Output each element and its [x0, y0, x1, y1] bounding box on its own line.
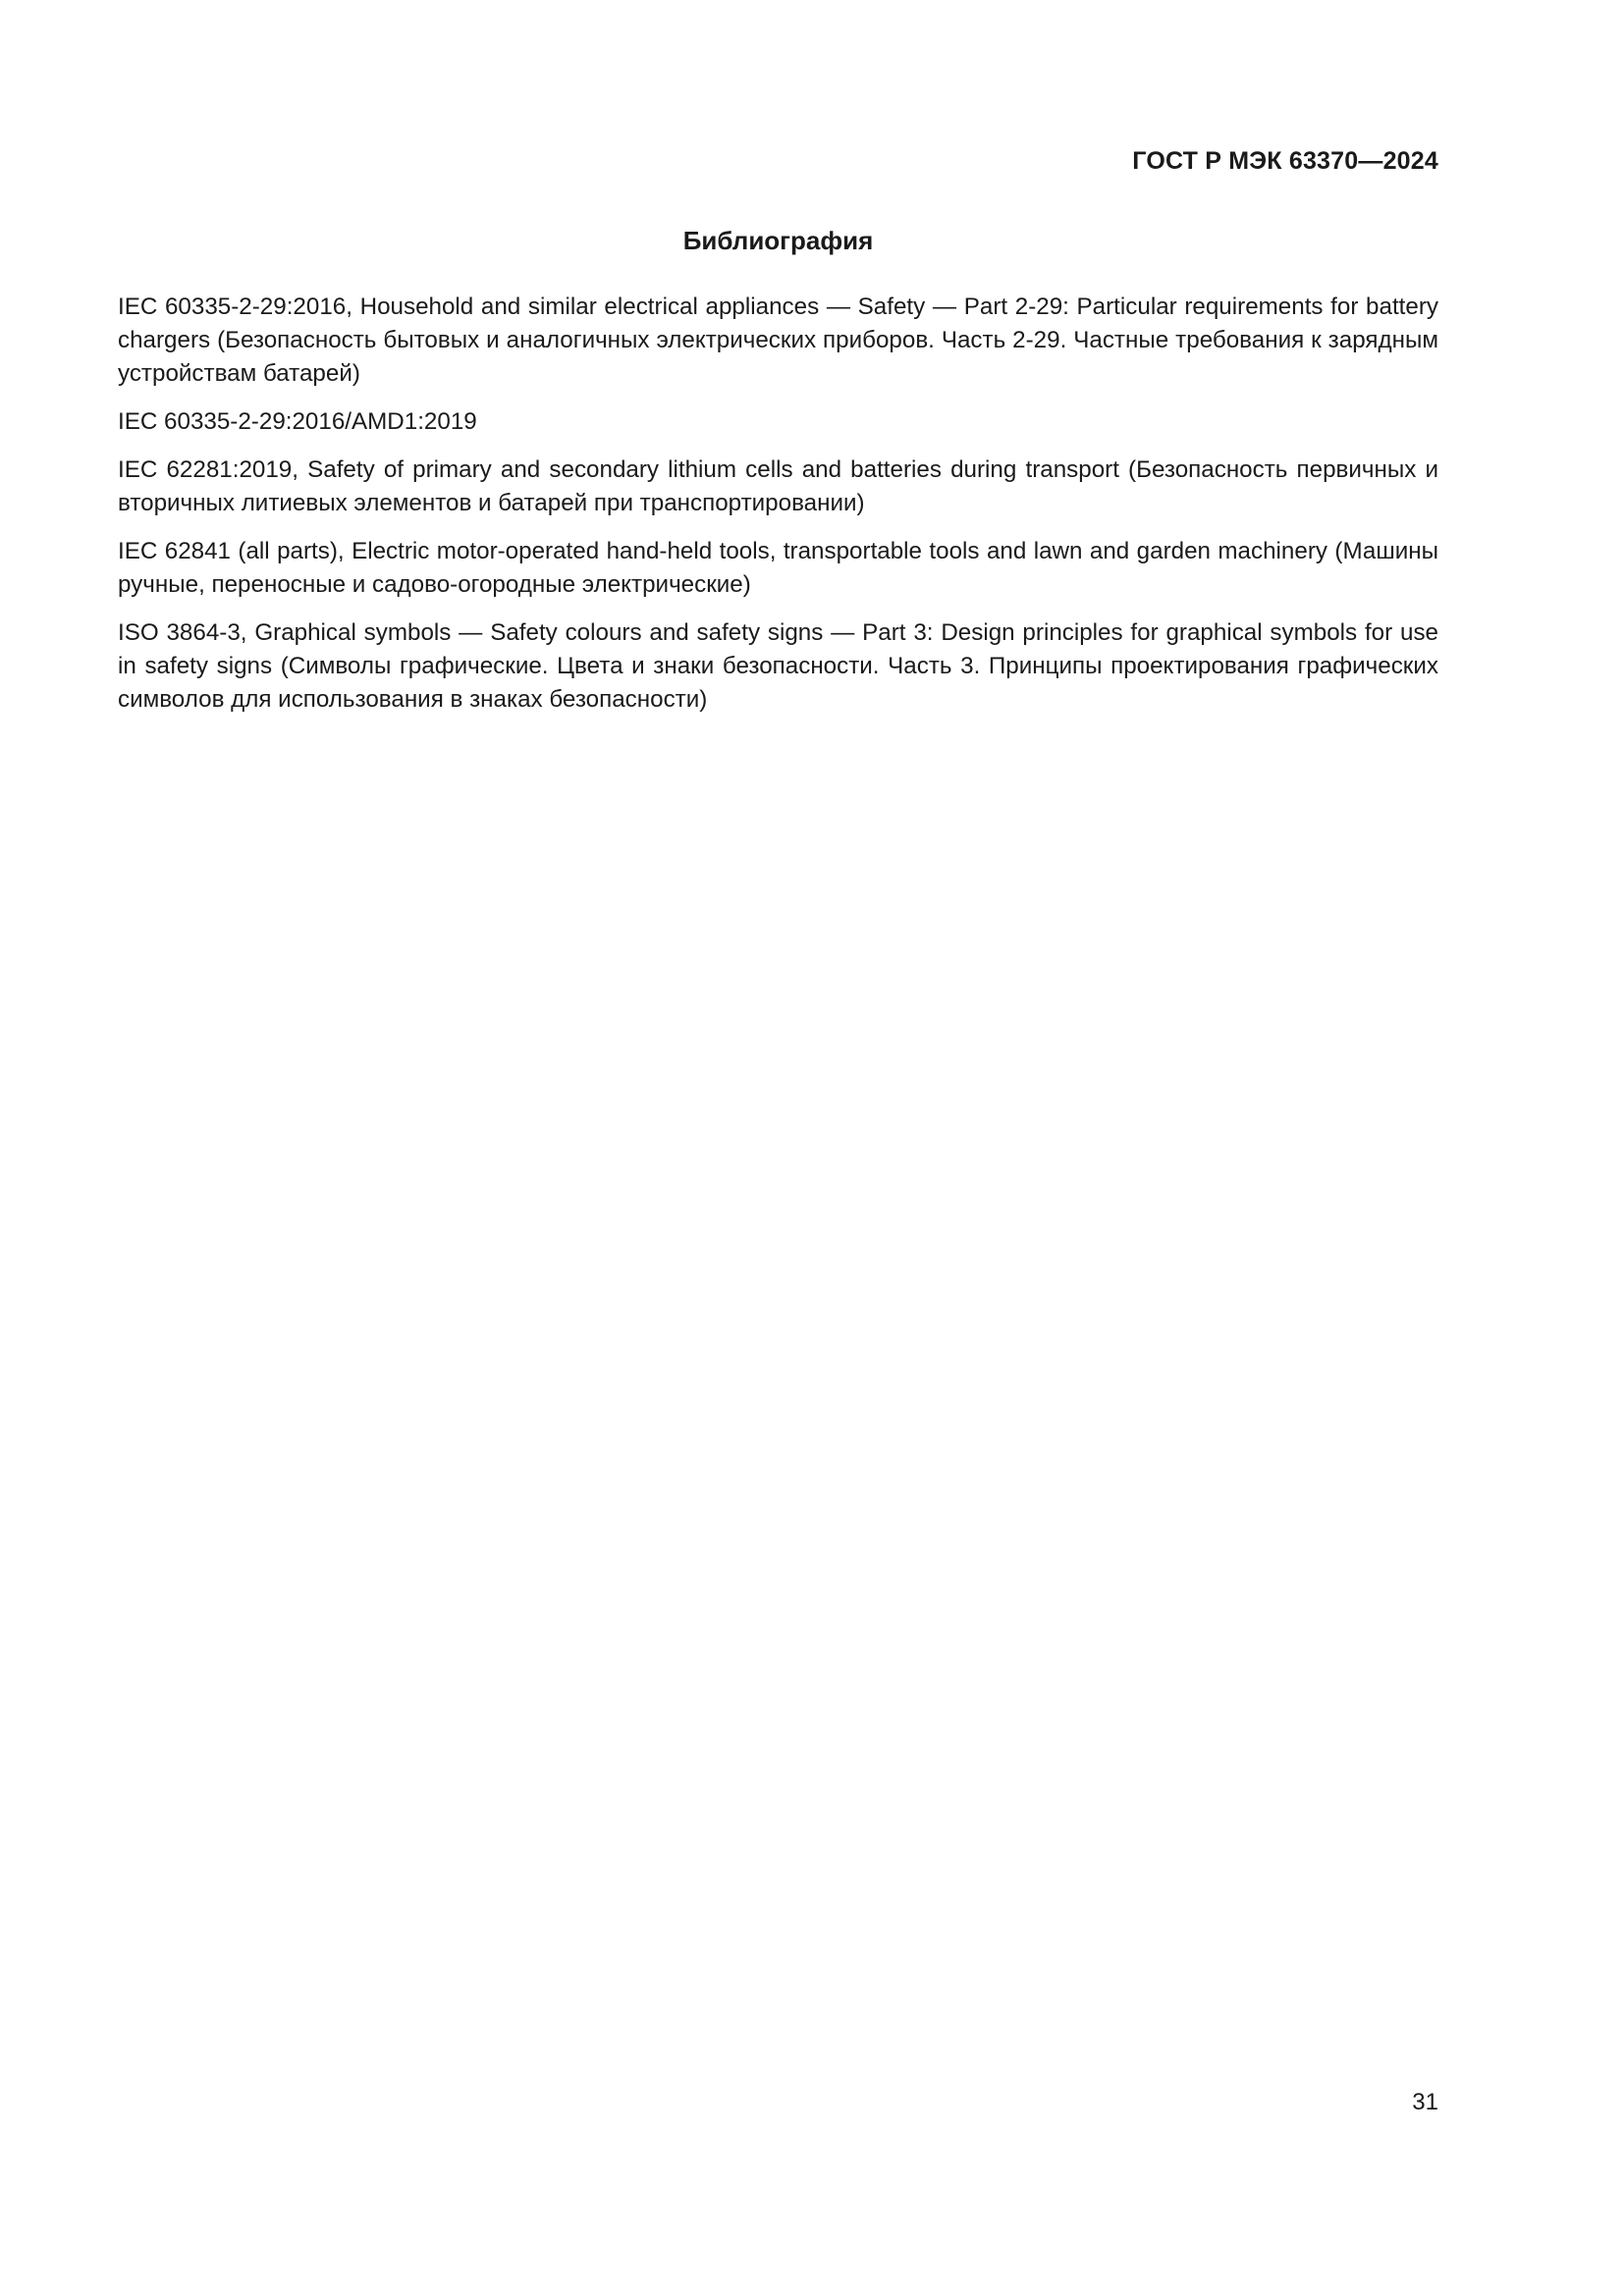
page-number: 31 — [1412, 2089, 1438, 2115]
bibliography-entry: IEC 60335-2-29:2016, Household and similar electrical appliances — Safety — Part 2-29: Particular requirements for battery chargers (Безопасность бытовых и аналогичных электрических приборов. Часть 2-29. Частные требования к зарядным устройствам батарей) — [118, 294, 1438, 387]
bibliography-list — [118, 291, 1438, 731]
bibliography-entry: IEC 62841 (all parts), Electric motor-operated hand-held tools, transportable tools and lawn and garden machinery (Машины ручные, переносные и садово-огородные электрические) — [118, 538, 1438, 598]
bibliography-entry: ISO 3864-3, Graphical symbols — Safety colours and safety signs — Part 3: Design principles for graphical symbols for use in safety signs (Символы графические. Цвета и знаки безопасности. Часть 3. Принципы проектирования графических символов для использования в знаках безопасности) — [118, 619, 1438, 713]
bibliography-entry: IEC 62281:2019, Safety of primary and secondary lithium cells and batteries during transport (Безопасность первичных и вторичных литиевых элементов и батарей при транспортировании) — [118, 456, 1438, 516]
bibliography-entry: IEC 60335-2-29:2016/AMD1:2019 — [118, 408, 477, 435]
section-title: Библиография — [682, 226, 874, 255]
document-code-header: ГОСТ Р МЭК 63370—2024 — [1132, 147, 1438, 175]
